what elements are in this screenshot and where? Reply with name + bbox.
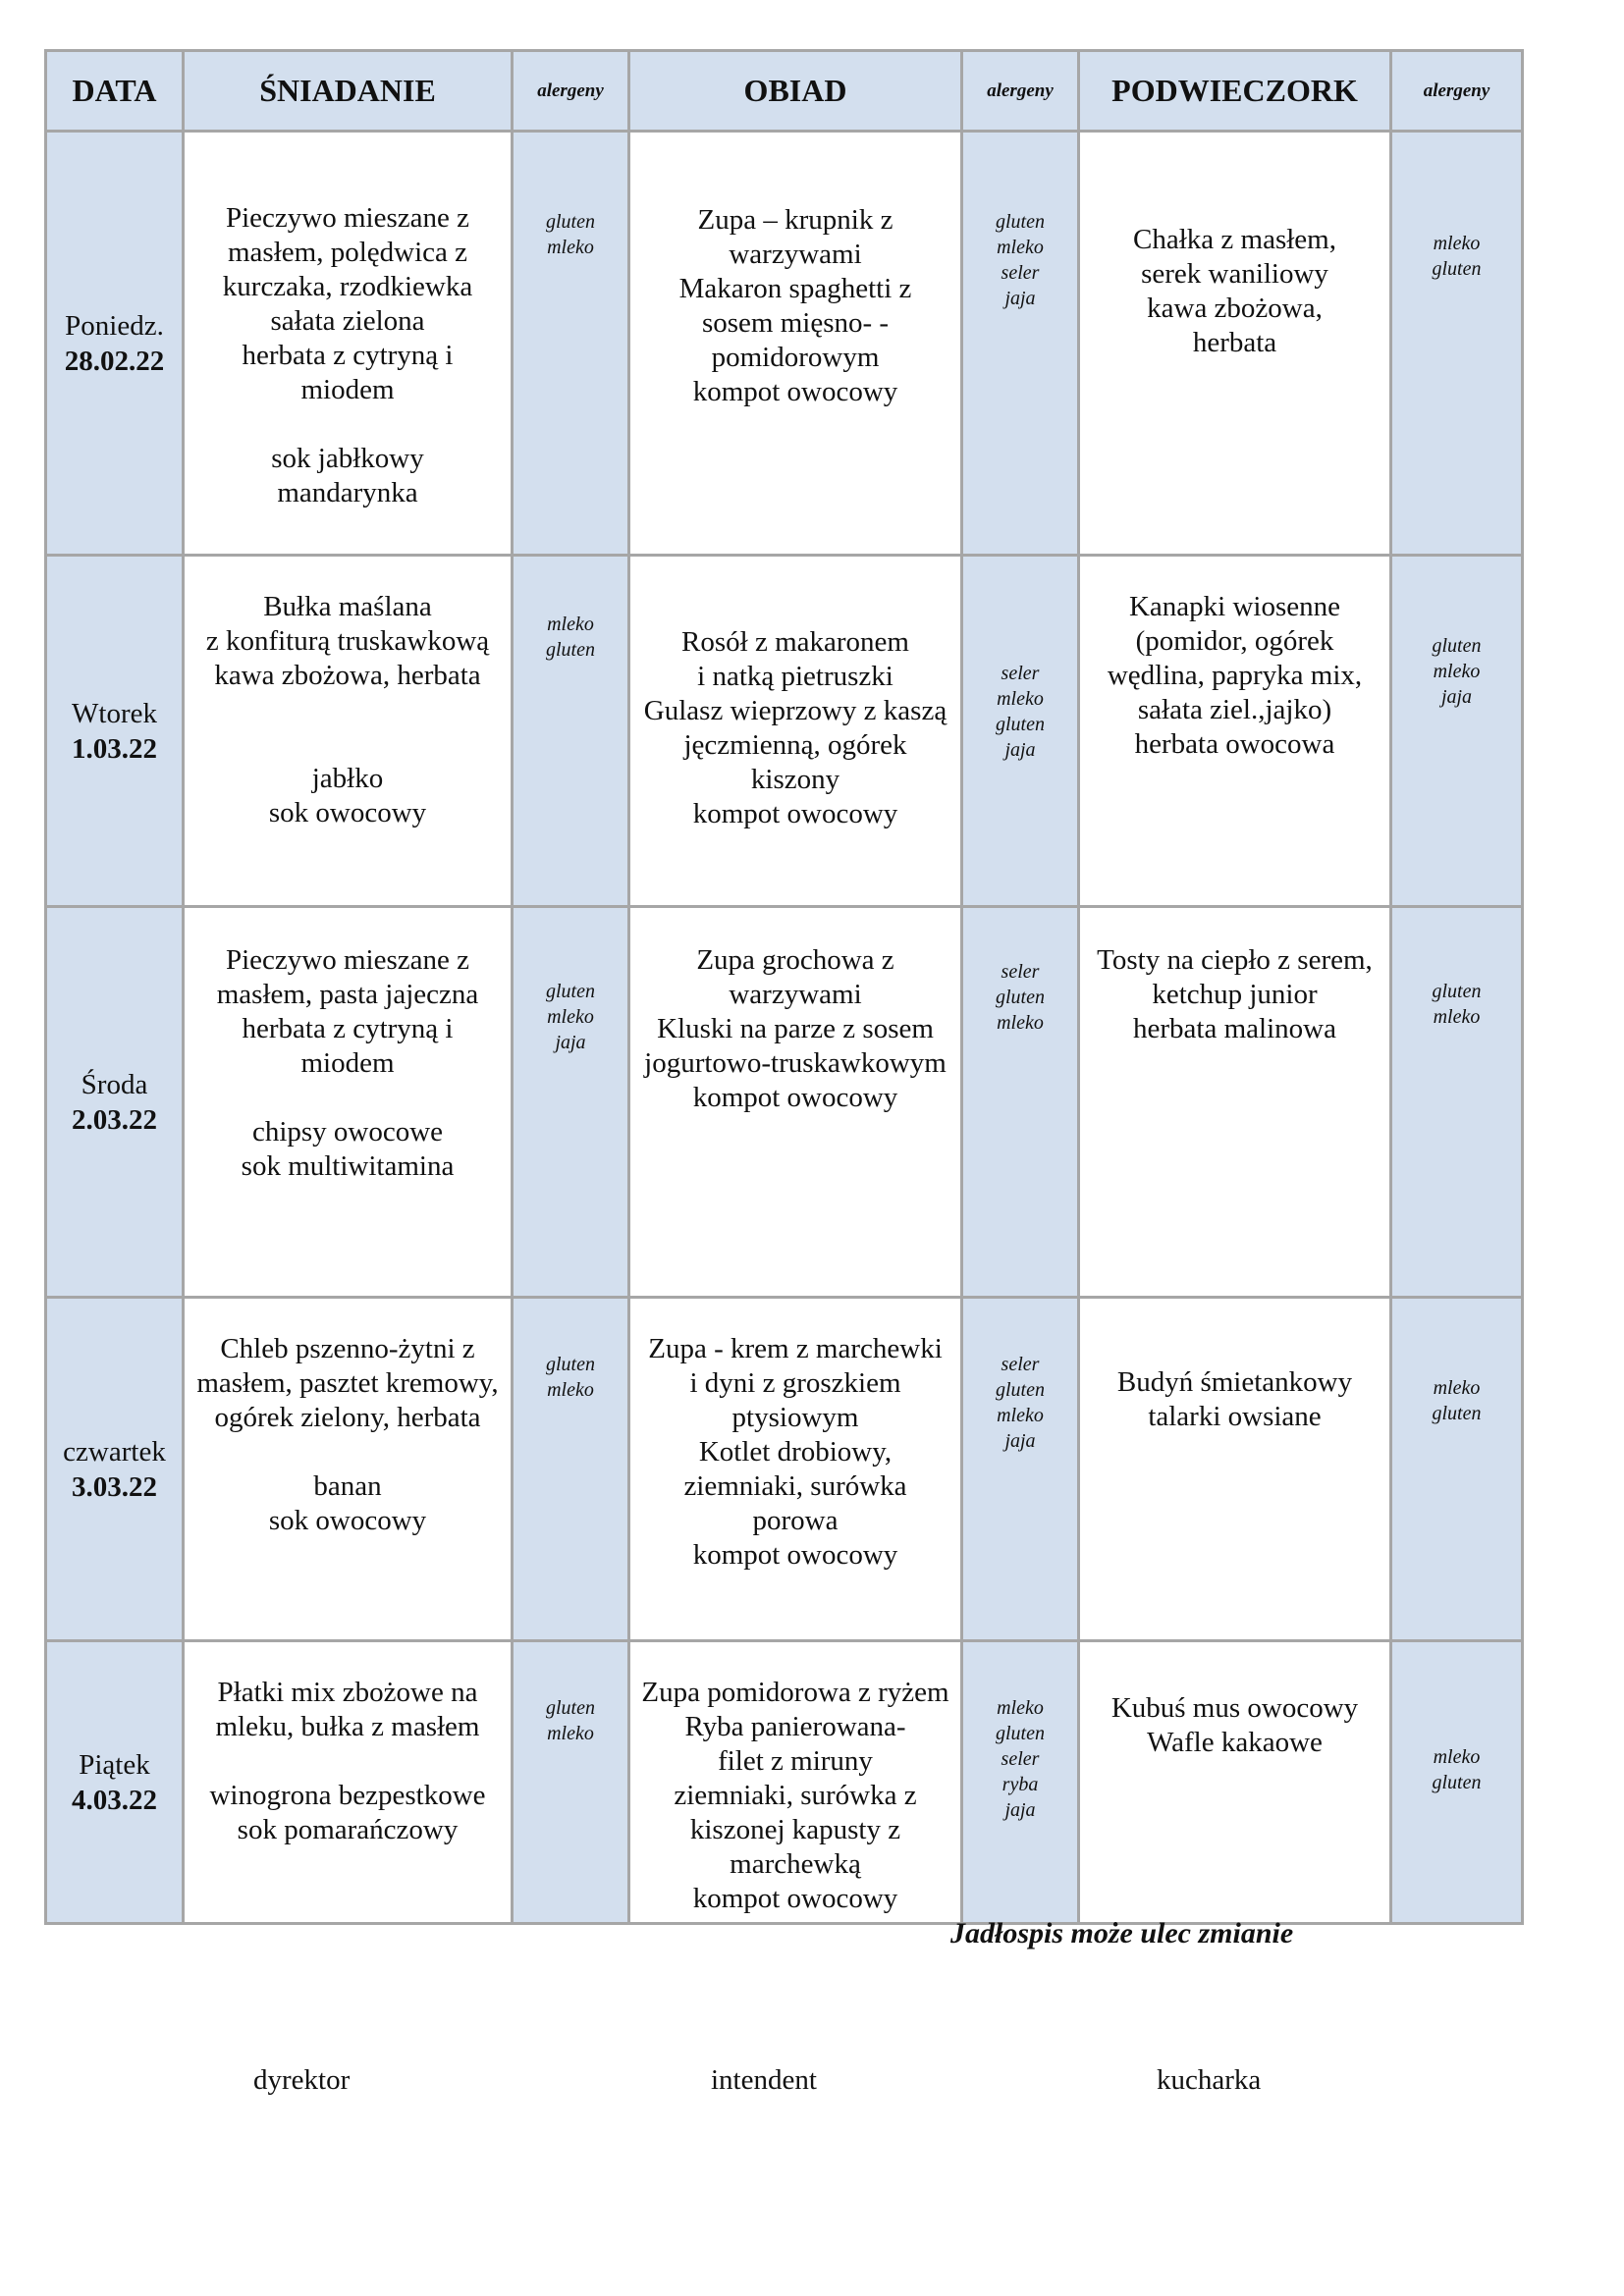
- lunch-item: pomidorowym: [711, 342, 880, 373]
- breakfast-item: Bułka maślana: [263, 591, 432, 622]
- breakfast-item: chipsy owocowe: [251, 1116, 444, 1148]
- snack-item: kawa zbożowa,: [1147, 293, 1323, 324]
- allergen-item: mleko: [547, 1379, 594, 1401]
- breakfast-allergens-cell: [513, 1641, 629, 1924]
- breakfast-allergens-cell: [513, 907, 629, 1298]
- header-date: DATA: [46, 51, 184, 132]
- lunch-cell: [629, 1298, 962, 1641]
- snack-cell: [1079, 907, 1391, 1298]
- allergen-item: mleko: [1433, 661, 1481, 682]
- line-gap: [185, 1435, 511, 1469]
- lunch-item: Gulasz wieprzowy z kaszą: [643, 695, 947, 726]
- allergen-item: ryba: [1001, 1774, 1039, 1795]
- allergen-item: jaja: [1004, 1430, 1036, 1452]
- allergen-item: gluten: [1432, 635, 1482, 657]
- lunch-item: Makaron spaghetti z: [678, 273, 912, 304]
- breakfast-cell: [184, 1298, 513, 1641]
- allergen-item: gluten: [1432, 1772, 1482, 1793]
- signature-steward: intendent: [711, 2064, 817, 2096]
- header-breakfast-allergens: alergeny: [513, 51, 629, 132]
- breakfast-item: ogórek zielony, herbata: [214, 1402, 481, 1433]
- header-snack-allergens: alergeny: [1391, 51, 1523, 132]
- breakfast-item: banan: [313, 1470, 382, 1502]
- day-name: czwartek: [63, 1435, 166, 1468]
- lunch-item: i natką pietruszki: [697, 661, 893, 692]
- breakfast-allergens-cell: [513, 1298, 629, 1641]
- snack-item: Budyń śmietankowy: [1116, 1366, 1353, 1398]
- lunch-item: filet z miruny: [718, 1745, 873, 1777]
- allergen-item: jaja: [1440, 686, 1473, 708]
- day-name: Piątek: [79, 1748, 150, 1781]
- snack-item: Kanapki wiosenne: [1128, 591, 1341, 622]
- snack-cell: [1079, 132, 1391, 556]
- allergen-item: gluten: [1432, 258, 1482, 280]
- snack-item: sałata ziel.,jajko): [1137, 694, 1332, 725]
- header-lunch: OBIAD: [629, 51, 962, 132]
- signature-director: dyrektor: [253, 2064, 351, 2096]
- lunch-item: kompot owocowy: [692, 1082, 898, 1113]
- signature-cook: kucharka: [1157, 2064, 1262, 2096]
- snack-item: Kubuś mus owocowy: [1110, 1692, 1359, 1724]
- allergen-item: mleko: [1433, 1746, 1481, 1768]
- allergen-item: gluten: [996, 211, 1045, 233]
- lunch-item: jogurtowo-truskawkowym: [644, 1047, 947, 1079]
- day-date: 2.03.22: [72, 1103, 157, 1136]
- breakfast-item: sok multiwitamina: [241, 1150, 455, 1182]
- allergen-item: mleko: [997, 1012, 1044, 1034]
- header-snack: PODWIECZORK: [1079, 51, 1391, 132]
- line-gap: [185, 1081, 511, 1115]
- day-cell: [46, 1298, 184, 1641]
- breakfast-item: mandarynka: [277, 477, 418, 508]
- breakfast-allergens-cell: [513, 556, 629, 907]
- allergen-item: mleko: [997, 1697, 1044, 1719]
- day-row-thu: [46, 1298, 1523, 1641]
- allergen-item: mleko: [997, 237, 1044, 258]
- breakfast-cell: [184, 132, 513, 556]
- lunch-item: Zupa grochowa z: [696, 944, 894, 976]
- allergen-item: seler: [1001, 1748, 1040, 1770]
- breakfast-item: z konfiturą truskawkową: [205, 625, 490, 657]
- lunch-item: Kotlet drobiowy,: [698, 1436, 893, 1468]
- breakfast-item: Pieczywo mieszane z: [225, 944, 469, 976]
- day-date: 3.03.22: [72, 1470, 157, 1503]
- lunch-item: i dyni z groszkiem: [689, 1367, 901, 1399]
- breakfast-item: sok pomarańczowy: [237, 1814, 459, 1845]
- day-row-fri: [46, 1641, 1523, 1924]
- lunch-item: porowa: [752, 1505, 839, 1536]
- day-name: Poniedz.: [65, 309, 164, 342]
- day-name: Wtorek: [72, 697, 157, 729]
- breakfast-allergens-cell: [513, 132, 629, 556]
- snack-allergens-cell: [1391, 907, 1523, 1298]
- allergen-item: mleko: [1433, 233, 1481, 254]
- lunch-item: Zupa pomidorowa z ryżem: [641, 1677, 949, 1708]
- snack-item: Chałka z masłem,: [1133, 224, 1336, 255]
- day-row-mon: [46, 132, 1523, 556]
- breakfast-item: herbata z cytryną i: [242, 340, 454, 371]
- snack-cell: [1079, 1298, 1391, 1641]
- allergen-item: mleko: [547, 237, 594, 258]
- allergen-item: gluten: [996, 714, 1045, 735]
- allergen-item: mleko: [547, 1006, 594, 1028]
- snack-item: herbata malinowa: [1133, 1013, 1336, 1044]
- lunch-allergens-cell: [962, 556, 1079, 907]
- lunch-item: kompot owocowy: [692, 1539, 898, 1571]
- breakfast-item: sok owocowy: [268, 797, 427, 828]
- day-row-wed: [46, 907, 1523, 1298]
- line-gap: [185, 693, 511, 727]
- lunch-item: Zupa – krupnik z: [697, 204, 893, 236]
- lunch-item: ziemniaki, surówka: [683, 1470, 907, 1502]
- line-gap: [185, 1744, 511, 1779]
- lunch-item: Zupa - krem z marchewki: [648, 1333, 943, 1364]
- allergen-item: gluten: [996, 1723, 1045, 1744]
- lunch-allergens-cell: [962, 1298, 1079, 1641]
- breakfast-item: miodem: [300, 1047, 395, 1079]
- breakfast-item: masłem, polędwica z: [228, 237, 467, 268]
- line-gap: [185, 407, 511, 442]
- breakfast-item: Płatki mix zbożowe na: [217, 1677, 478, 1708]
- header-breakfast: ŚNIADANIE: [184, 51, 513, 132]
- breakfast-item: Chleb pszenno-żytni z: [220, 1333, 475, 1364]
- line-gap: [185, 727, 511, 762]
- menu-change-note: Jadłospis może ulec zmianie: [950, 1917, 1294, 1949]
- snack-item: Tosty na ciepło z serem,: [1097, 944, 1373, 976]
- day-date: 28.02.22: [64, 345, 165, 377]
- lunch-item: jęczmienną, ogórek: [683, 729, 907, 761]
- allergen-item: jaja: [1004, 288, 1036, 309]
- header-lunch-allergens: alergeny: [962, 51, 1079, 132]
- breakfast-cell: [184, 907, 513, 1298]
- allergen-item: seler: [1001, 1354, 1040, 1375]
- allergen-item: jaja: [1004, 1799, 1036, 1821]
- breakfast-item: masłem, pasta jajeczna: [216, 979, 479, 1010]
- allergen-item: gluten: [546, 1354, 595, 1375]
- snack-item: serek waniliowy: [1141, 258, 1328, 290]
- breakfast-item: herbata z cytryną i: [242, 1013, 454, 1044]
- snack-item: talarki owsiane: [1148, 1401, 1322, 1432]
- lunch-item: warzywami: [729, 239, 862, 270]
- breakfast-cell: [184, 556, 513, 907]
- allergen-item: gluten: [546, 981, 595, 1002]
- snack-allergens-cell: [1391, 556, 1523, 907]
- allergen-item: mleko: [997, 1405, 1044, 1426]
- breakfast-item: sok owocowy: [268, 1505, 427, 1536]
- lunch-allergens-cell: [962, 907, 1079, 1298]
- menu-table: [44, 49, 1524, 1925]
- lunch-item: marchewką: [730, 1848, 861, 1880]
- allergen-item: mleko: [997, 688, 1044, 710]
- day-name: Środa: [81, 1068, 148, 1100]
- allergen-item: gluten: [546, 211, 595, 233]
- allergen-item: jaja: [555, 1032, 586, 1053]
- allergen-item: jaja: [1004, 739, 1036, 761]
- lunch-item: Ryba panierowana-: [684, 1711, 906, 1742]
- day-cell: [46, 132, 184, 556]
- snack-item: herbata owocowa: [1134, 728, 1335, 760]
- breakfast-item: winogrona bezpestkowe: [209, 1780, 486, 1811]
- allergen-item: gluten: [1432, 1403, 1482, 1424]
- breakfast-item: mleku, bułka z masłem: [215, 1711, 480, 1742]
- snack-item: (pomidor, ogórek: [1135, 625, 1334, 657]
- allergen-item: seler: [1001, 262, 1040, 284]
- snack-item: ketchup junior: [1152, 979, 1318, 1010]
- allergen-item: gluten: [996, 1379, 1045, 1401]
- snack-item: Wafle kakaowe: [1147, 1727, 1323, 1758]
- breakfast-item: kawa zbożowa, herbata: [214, 660, 481, 691]
- lunch-item: kompot owocowy: [692, 1883, 898, 1914]
- allergen-item: mleko: [1433, 1377, 1481, 1399]
- breakfast-item: Pieczywo mieszane z: [225, 202, 469, 234]
- day-date: 1.03.22: [72, 732, 157, 765]
- lunch-item: ptysiowym: [731, 1402, 859, 1433]
- allergen-item: gluten: [546, 1697, 595, 1719]
- allergen-item: gluten: [996, 987, 1045, 1008]
- lunch-item: warzywami: [729, 979, 862, 1010]
- lunch-cell: [629, 907, 962, 1298]
- breakfast-item: jabłko: [311, 763, 384, 794]
- lunch-item: kiszonej kapusty z: [689, 1814, 901, 1845]
- day-date: 4.03.22: [72, 1784, 157, 1816]
- breakfast-item: sok jabłkowy: [271, 443, 424, 474]
- breakfast-item: kurczaka, rzodkiewka: [222, 271, 473, 302]
- allergen-item: seler: [1001, 961, 1040, 983]
- allergen-item: mleko: [547, 614, 594, 635]
- lunch-item: kiszony: [750, 764, 840, 795]
- lunch-item: kompot owocowy: [692, 798, 898, 829]
- breakfast-item: masłem, pasztet kremowy,: [196, 1367, 499, 1399]
- allergen-item: mleko: [1433, 1006, 1481, 1028]
- breakfast-cell: [184, 1641, 513, 1924]
- breakfast-item: sałata zielona: [270, 305, 425, 337]
- snack-item: herbata: [1192, 327, 1277, 358]
- lunch-cell: [629, 556, 962, 907]
- lunch-cell: [629, 1641, 962, 1924]
- lunch-allergens-cell: [962, 132, 1079, 556]
- day-cell: [46, 907, 184, 1298]
- lunch-item: kompot owocowy: [692, 376, 898, 407]
- header-row: [46, 51, 1523, 132]
- day-cell: [46, 1641, 184, 1924]
- lunch-item: Rosół z makaronem: [681, 626, 909, 658]
- breakfast-item: miodem: [300, 374, 395, 405]
- allergen-item: gluten: [546, 639, 595, 661]
- lunch-allergens-cell: [962, 1641, 1079, 1924]
- allergen-item: gluten: [1432, 981, 1482, 1002]
- lunch-item: Kluski na parze z sosem: [657, 1013, 934, 1044]
- snack-cell: [1079, 556, 1391, 907]
- menu-body: [46, 132, 1523, 1924]
- snack-allergens-cell: [1391, 1641, 1523, 1924]
- snack-cell: [1079, 1641, 1391, 1924]
- snack-item: wędlina, papryka mix,: [1107, 660, 1363, 691]
- lunch-item: ziemniaki, surówka z: [674, 1780, 917, 1811]
- snack-allergens-cell: [1391, 132, 1523, 556]
- allergen-item: mleko: [547, 1723, 594, 1744]
- day-row-tue: [46, 556, 1523, 907]
- lunch-item: sosem mięsno- -: [701, 307, 890, 339]
- lunch-cell: [629, 132, 962, 556]
- day-cell: [46, 556, 184, 907]
- allergen-item: seler: [1001, 663, 1040, 684]
- snack-allergens-cell: [1391, 1298, 1523, 1641]
